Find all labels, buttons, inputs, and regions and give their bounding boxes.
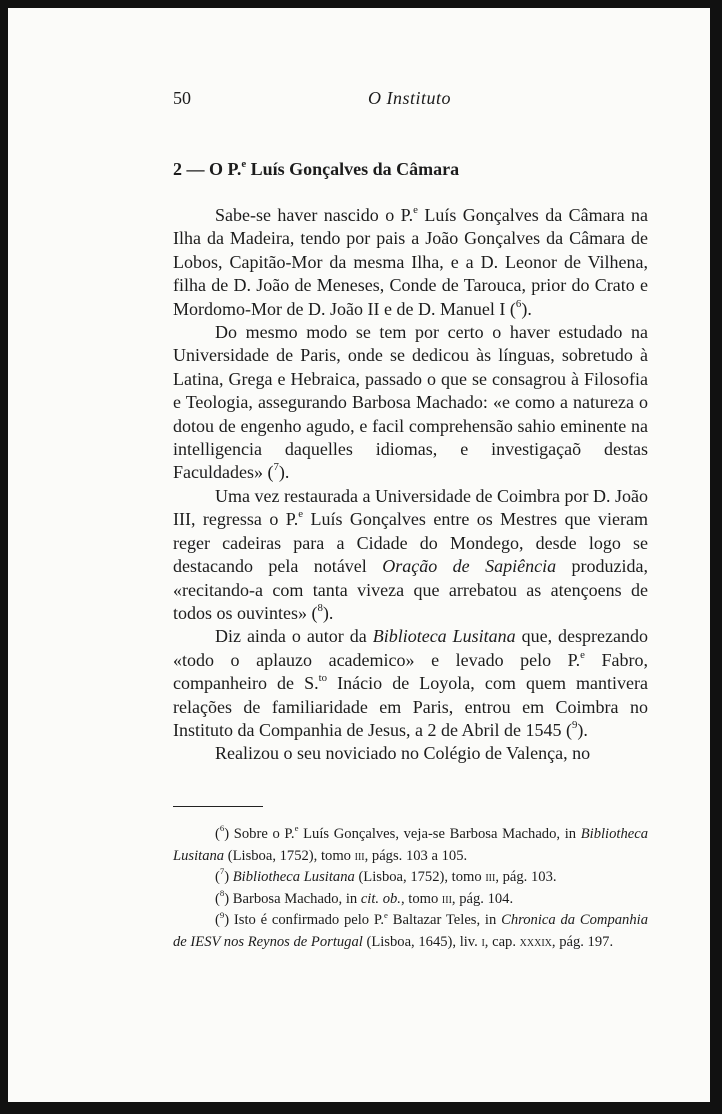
book-page <box>8 8 710 1102</box>
section-title: 2 — O P.$^e$ Luís Gonçalves da Câmara <box>173 157 460 179</box>
page-number: 50 <box>173 88 191 108</box>
footnote-7: ($^7$) Bibliotheca Lusitana (Lisboa, 1752), tomo iii, pág. 103. <box>215 866 557 886</box>
footnote-9: ($^9$) Isto é confirmado pelo P.$^e$ Baltazar Teles, in Chronica da Companhia de IESV nos Reynos de Portugal (Lisboa, 1645), liv. i, cap. xxxix, pág. 197. <box>173 909 648 950</box>
paragraph-2: Do mesmo modo se tem por certo o haver estudado na Universidade de Paris, onde se dedicou às línguas, sobretudo à Latina, Grega e Hebraica, passado o que se consagrou à Filosofia e Teologia, assegurando Barbosa Machado: «e como a natureza o dotou de engenho agudo, e facil comprehensão sahio eminente na intelligencia daquelles idiomas, e investigaçaõ destas Faculdades» ($^7$). <box>173 322 648 483</box>
body-text <box>173 204 648 766</box>
paragraph-4: Diz ainda o autor da Biblioteca Lusitana que, desprezando «todo o aplauzo academico» e levado pelo P.$^e$ Fabro, companheiro de S.$^{to}$ Inácio de Loyola, com quem mantivera relações de familiaridade em Paris, entrou em Coimbra no Instituto da Companhia de Jesus, a 2 de Abril de 1545 ($^9$). <box>173 626 648 740</box>
footnotes <box>173 824 648 954</box>
paragraph-5: Realizou o seu noviciado no Colégio de Valença, no <box>215 743 591 764</box>
footnote-8: ($^8$) Barbosa Machado, in cit. ob., tomo iii, pág. 104. <box>215 888 514 907</box>
paragraph-3: Uma vez restaurada a Universidade de Coimbra por D. João III, regressa o P.$^e$ Luís Gonçalves entre os Mestres que vieram reger cadeiras para a Cidade do Mondego, desde logo se destacando pela notável Oração de Sapiência produzida, «recitando-a com tanta viveza que arrebatou as atençoens de todos os ouvintes» ($^8$). <box>173 485 648 623</box>
footnote-6: ($^6$) Sobre o P.$^e$ Luís Gonçalves, veja-se Barbosa Machado, in Bibliotheca Lusitana (Lisboa, 1752), tomo iii, págs. 103 a 105. <box>173 823 648 864</box>
running-title: O Instituto <box>368 88 452 108</box>
paragraph-1: Sabe-se haver nascido o P.$^e$ Luís Gonçalves da Câmara na Ilha da Madeira, tendo por pais a João Gonçalves da Câmara de Lobos, Capitão-Mor da mesma Ilha, e a D. Leonor de Vilhena, filha de D. João de Meneses, Conde de Tarouca, prior do Crato e Mordomo-Mor de D. João II e de D. Manuel I ($^6$). <box>173 203 649 319</box>
page-header <box>173 88 648 118</box>
footnote-divider <box>173 806 263 807</box>
